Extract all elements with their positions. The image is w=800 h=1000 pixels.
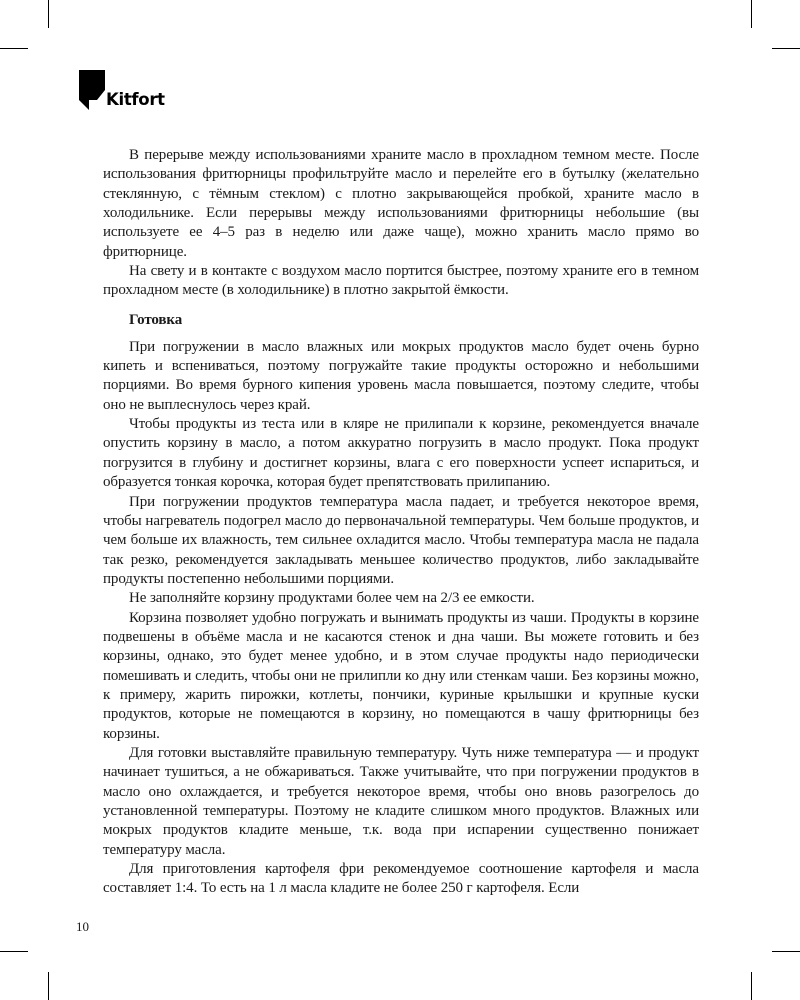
page-number: 10 <box>76 919 89 934</box>
paragraph: Корзина позволяет удобно погружать и вынимать продукты из чаши. Продукты в корзине подвешены в объёме масла и не касаются стенок и дна чаши. Вы можете готовить и без корзины, однако, это будет менее удобно, и в этом случае продукты надо периодически помешивать и следить, чтобы они не прилипли ко дну или стенкам чаши. Без корзины можно, к примеру, жарить пирожки, котлеты, пончики, куриные крылышки и крупные куски продуктов, которые не помещаются в корзину, но помещаются в чашу фритюрницы без корзины. <box>103 609 699 742</box>
paragraph: При погружении в масло влажных или мокрых продуктов масло будет очень бурно кипеть и вспениваться, поэтому погружайте такие продукты осторожно и небольшими порциями. Во время бурного кипения уровень масла повышается, поэтому следите, чтобы оно не выплеснулось через край. <box>103 338 699 413</box>
crop-mark <box>0 951 28 952</box>
crop-mark <box>48 0 49 28</box>
document-body <box>103 146 699 899</box>
brand-logo <box>79 70 165 110</box>
brand-name: Kitfort <box>106 90 165 109</box>
paragraph: В перерыве между использованиями храните масло в прохладном темном месте. После использования фритюрницы профильтруйте масло и перелейте его в бутылку (желательно стеклянную, с тёмным стеклом) с плотно закрывающейся пробкой, храните масло в холодильнике. Если перерывы между использованиями фритюрницы небольшие (вы используете ее 4–5 раз в неделю или даже чаще), можно хранить масло прямо во фритюрнице. <box>103 147 699 260</box>
crop-mark <box>48 972 49 1000</box>
crop-mark <box>0 48 28 49</box>
paragraph: Для готовки выставляйте правильную температуру. Чуть ниже температура — и продукт начинает тушиться, а не обжариваться. Также учитывайте, что при погружении продуктов в масло оно охлаждается, и требуется некоторое время, чтобы оно вновь разогрелось до установленной температуры. Поэтому не кладите слишком много продуктов. Влажных или мокрых продуктов кладите меньше, т.к. вода при испарении существенно понижает температуру масла. <box>103 744 699 858</box>
kitfort-logo-icon <box>79 70 105 110</box>
paragraph: Чтобы продукты из теста или в кляре не прилипали к корзине, рекомендуется вначале опустить корзину в масло, а потом аккуратно погрузить в масло продукт. Пока продукт погрузится в глубину и достигнет корзины, влага с его поверхности успеет испариться, и образуется тонкая корочка, которая будет препятствовать прилипанию. <box>103 416 699 491</box>
crop-mark <box>772 48 800 49</box>
paragraph: Не заполняйте корзину продуктами более чем на 2/3 ее емкости. <box>129 590 535 607</box>
paragraph: На свету и в контакте с воздухом масло портится быстрее, поэтому храните его в темном прохладном месте (в холодильнике) в плотно закрытой ёмкости. <box>103 263 699 299</box>
crop-mark <box>751 0 752 28</box>
paragraph: При погружении продуктов температура масла падает, и требуется некоторое время, чтобы нагреватель подогрел масло до первоначальной температуры. Чем больше продуктов, и чем больше их влажность, тем сильнее охладится масло. Чтобы температура масла не падала так резко, рекомендуется закладывать меньшее количество продуктов, либо закладывайте продукты постепенно небольшими порциями. <box>103 493 699 587</box>
paragraph: Для приготовления картофеля фри рекомендуемое соотношение картофеля и масла составляет 1:4. То есть на 1 л масла кладите не более 250 г картофеля. Если <box>103 861 699 897</box>
crop-mark <box>751 972 752 1000</box>
crop-mark <box>772 951 800 952</box>
section-heading: Готовка <box>129 311 183 328</box>
